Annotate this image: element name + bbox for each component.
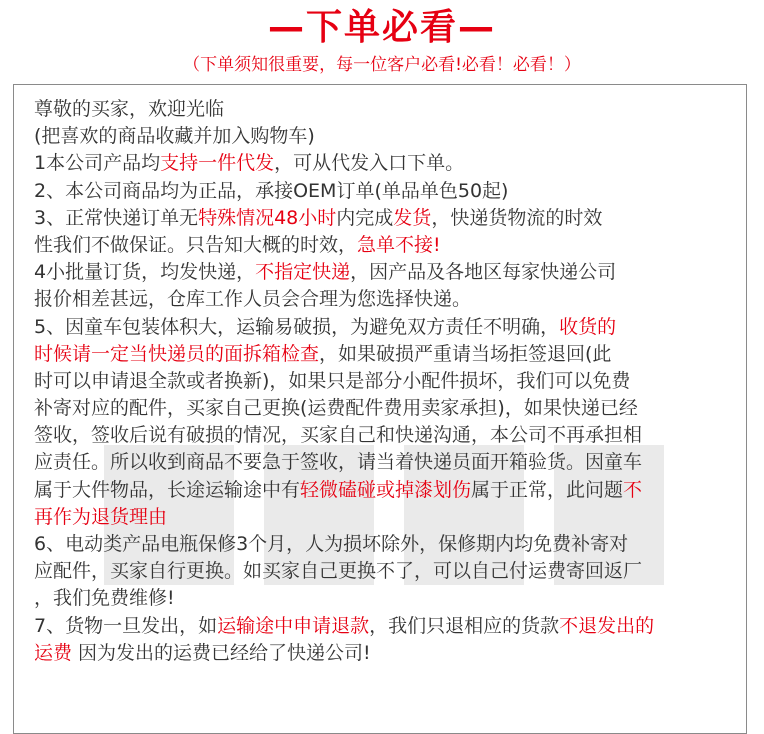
highlighted-text: 特殊情况48小时	[198, 206, 337, 229]
notice-text: 补寄对应的配件，买家自己更换(运费配件费用卖家承担)，如果快递已经	[34, 397, 638, 420]
highlighted-text: 再作为退货理由	[34, 505, 168, 528]
notice-text: 属于正常，此问题	[471, 478, 624, 501]
notice-line	[34, 558, 740, 585]
notice-box	[13, 84, 747, 734]
highlighted-text: 运费	[34, 641, 73, 664]
notice-text: 1本公司产品均	[34, 152, 161, 175]
notice-line	[34, 232, 740, 259]
notice-line	[34, 205, 740, 232]
notice-line	[34, 449, 740, 476]
notice-line	[34, 613, 740, 640]
notice-text: ，因产品及各地区每家快递公司	[350, 261, 617, 284]
notice-text: 2、本公司商品均为正品，承接OEM订单(单品单色50起)	[34, 179, 509, 202]
notice-text: 尊敬的买家，欢迎光临	[34, 98, 225, 120]
page-subtitle: （下单须知很重要，每一位客户必看!必看！必看！）	[183, 55, 581, 75]
notice-line	[34, 341, 740, 368]
notice-line	[34, 531, 740, 558]
notice-text: 属于大件物品，长途运输途中有	[34, 478, 301, 501]
notice-line	[34, 259, 740, 286]
notice-text: (把喜欢的商品收藏并加入购物车)	[34, 125, 315, 148]
notice-line	[34, 640, 740, 667]
highlighted-text: 不	[623, 478, 643, 501]
notice-line	[34, 150, 740, 177]
highlighted-text: 支持一件代发	[160, 152, 275, 175]
notice-line	[34, 96, 740, 123]
notice-line	[34, 286, 740, 313]
highlighted-text: 急单不接!	[357, 233, 441, 256]
notice-text: 时可以申请退全款或者换新)，如果只是部分小配件损坏，我们可以免费	[34, 369, 631, 392]
notice-lines	[34, 96, 740, 667]
highlighted-text: 发货	[393, 206, 432, 229]
notice-text: ，我们只退相应的货款	[369, 614, 560, 637]
notice-text: ，可从代发入口下单。	[274, 152, 465, 175]
notice-line	[34, 477, 740, 504]
notice-text: 性我们不做保证。只告知大概的时效，	[34, 233, 358, 256]
highlighted-text: 轻微磕碰或掉漆划伤	[300, 478, 472, 501]
notice-line	[34, 422, 740, 449]
notice-text: 5、因童车包装体积大，运输易破损，为避免双方责任不明确，	[34, 315, 560, 338]
page-title: —下单必看—	[267, 7, 496, 48]
notice-text: 因为发出的运费已经给了快递公司!	[72, 641, 371, 664]
notice-text: 6、电动类产品电瓶保修3个月，人为损坏除外，保修期内均免费补寄对	[34, 533, 629, 555]
notice-text: 3、正常快递订单无	[34, 206, 199, 229]
notice-line	[34, 123, 740, 150]
notice-line	[34, 585, 740, 612]
notice-text: 签收，签收后说有破损的情况，买家自己和快递沟通，本公司不再承担相	[34, 424, 643, 447]
highlighted-text: 不指定快递	[255, 261, 351, 284]
notice-text: 7、货物一旦发出，如	[34, 614, 218, 637]
notice-text: ，快递货物流的时效	[431, 206, 603, 229]
notice-text: ，我们免费维修!	[34, 587, 175, 610]
notice-text: 报价相差甚远，仓库工作人员会合理为您选择快递。	[34, 288, 472, 311]
highlighted-text: 不退发出的	[559, 614, 655, 637]
notice-text: 4小批量订货，均发快递，	[34, 261, 256, 284]
notice-text: 应配件，买家自行更换。如买家自己更换不了，可以自己付运费寄回返厂	[34, 560, 643, 583]
notice-text: 应责任。所以收到商品不要急于签收，请当着快递员面开箱验货。因童车	[34, 451, 643, 474]
notice-line	[34, 368, 740, 395]
notice-line	[34, 178, 740, 205]
highlighted-text: 时候请一定当快递员的面拆箱检查	[34, 342, 320, 365]
highlighted-text: 运输途中申请退款	[217, 614, 370, 637]
highlighted-text: 收货的	[559, 315, 617, 338]
notice-line	[34, 395, 740, 422]
notice-line	[34, 504, 740, 531]
notice-text: 内完成	[336, 206, 394, 229]
notice-line	[34, 314, 740, 341]
notice-text: ，如果破损严重请当场拒签退回(此	[319, 342, 612, 365]
